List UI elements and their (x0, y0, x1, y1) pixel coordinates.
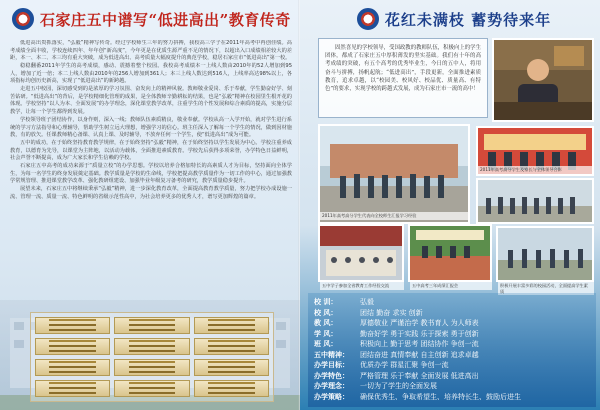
principal-portrait-photo (492, 38, 594, 122)
motto-value: 团结奋进 真情奉献 自主创新 追求卓越 (360, 350, 479, 359)
article-paragraph: 学校领导班子团结协作，以身作则，深入一线；教师队伍素质精良，敬业奉献。学校从高一入学开始，就对学生进行系统的学习方法指导和心理辅导，帮助学生树立远大理想，增强学习的信心。班主任深入了解每一个学生的情况，做到因材施教，有的放矢。任课教师精心备课、认真上课、及时辅导，不放弃任何一个学生，使“低进高出”成为可能。 (10, 116, 292, 139)
outdoor-event-photo (476, 178, 594, 224)
certificate-plaque (194, 380, 269, 397)
right-header (314, 6, 594, 32)
photo-caption: 五中高考三年成绩汇报会 (410, 282, 492, 290)
motto-key: 校 风： (314, 308, 338, 317)
motto-row (314, 371, 590, 382)
meeting-hall-photo (318, 224, 404, 282)
activity-photo-image (498, 228, 592, 280)
principal-quote: 固然喜见的学校领导，受国政教的教师队伍，积极向上的学生团体，都成了石家庄五中厚积薄发的坚实基础。我们有十年的高考成绩的突破，有五个高考的优秀毕业生，今日的五中人，将用奋斗与拼搏，扬帆起航；“低进高出”，手段更新，全面推进素质教育，追求卓越，以“校园美、校风好、校品优、质量高、有特色”的要求，实现学校的跨越式发展，成为石家庄市一流的高中！ (318, 38, 488, 118)
motto-row (314, 392, 590, 403)
motto-key: 五中精神： (314, 350, 349, 359)
school-motto-panel (308, 293, 596, 407)
honor-certificates-wall (30, 312, 274, 402)
motto-row (314, 329, 590, 340)
motto-row (314, 381, 590, 392)
school-emblem-icon (12, 8, 34, 30)
certificate-plaque (114, 380, 189, 397)
certificate-plaque (35, 317, 110, 334)
motto-key: 办学目标： (314, 361, 349, 369)
certificate-plaque (35, 380, 110, 397)
school-emblem-icon (357, 8, 379, 30)
certificate-plaque (114, 317, 189, 334)
campus-group-photo (318, 124, 470, 224)
motto-value: 积极向上 勤于思考 团结协作 争创一流 (360, 340, 479, 348)
motto-value: 厚德敬业 严谨治学 教书育人 为人师表 (360, 319, 479, 327)
certificate-plaque (194, 317, 269, 334)
outdoor-photo-image (478, 180, 592, 222)
certificate-plaque (194, 338, 269, 355)
article-paragraph: 低进高出贵抓落实，“弘毅”精神写传奇。经过学校师生三年的努力拼搏，我校高三学子在2011年高考中再创佳绩。高考成绩全面丰收，学校连续四年、年年创“新高度”，今年更是在优质生源严重不足的情况下，以超出入口成绩相差较大的差距，本一、本二、本三均有重大突破，成为低进高出、高考质量大幅度提升的典范学校，稳居石家庄市“低进高出”第一校。 (10, 40, 292, 62)
motto-row (314, 308, 590, 319)
left-page-title: 石家庄五中谱写“低进高出”教育传奇 (40, 10, 291, 29)
motto-key: 办学理念： (314, 382, 349, 390)
left-header (12, 6, 292, 32)
motto-value: 严格管理 乐于奉献 全面发展 低进高出 (360, 371, 479, 380)
certificate-plaque (35, 338, 110, 355)
photo-caption: 五中学子参加全省教育工作经验交流 (320, 282, 404, 290)
motto-row (314, 360, 590, 371)
photo-caption: 积极开展丰富多彩的校园活动，全面提高学生素质 (498, 282, 594, 295)
motto-key: 教 风： (314, 319, 338, 327)
photo-caption: 2011年高考高分学生及家长与全体领导合影 (478, 166, 592, 174)
motto-row (314, 318, 590, 329)
certificate-plaque (194, 359, 269, 376)
group-photo-image (320, 126, 468, 222)
motto-row (314, 350, 590, 361)
campus-activity-photo (496, 226, 594, 282)
article-paragraph: 石家庄五中高考的成功来源于“质量立校”的办学思想。学校以培养合格加特长的高素质人才为目标，坚持面向全体学生，为每一名学生的终身发展奠定基础。教学质量是学校的生命线，学校把提高教学质量作为一切工作的中心，通过加强教学常规管理、推进课堂教学改革、强化教研组建设、加强毕业年级复习备考的研究，教学质量稳步提升。 (10, 163, 292, 185)
motto-value: 一切为了学生的全面发展 (360, 382, 437, 390)
motto-value: 优质办学 群星汇聚 争创一流 (360, 361, 449, 369)
certificate-plaque (114, 338, 189, 355)
certificate-plaque (35, 359, 110, 376)
motto-key: 校 训： (314, 298, 338, 306)
photo-caption: 2011年高考高分学生代表向全校师生汇报学习经验 (320, 212, 468, 220)
stage-report-photo (408, 224, 492, 282)
article-paragraph: 走进五中校园，深切感受到的是浓厚的学习氛围、奋发向上的精神风貌。教师敬业爱岗、乐于奉献，学生勤奋好学、刻苦钻研。“低进高出”的背后，是学校精细化管理的成果，是全体教师辛勤耕耘的结果，也是“弘毅”精神在校园里生根开花的体现。学校坚持“以人为本、全面发展”的办学理念，深化课堂教学改革，注重学生的个性发展和综合素质的提高，实施分层教学，让每一个学生都得到发展。 (10, 86, 292, 115)
motto-key: 学 风： (314, 329, 338, 338)
motto-value: 团结 勤奋 求实 创新 (360, 308, 423, 317)
motto-row (314, 339, 590, 350)
motto-key: 班 风： (314, 340, 338, 348)
article-paragraph: 展望未来，石家庄五中将继续秉承“弘毅”精神，进一步深化教育改革，全面提高教育教学质量，努力把学校办成设施一流、管理一流、质量一流、特色鲜明的省级示范性高中，为社会培养更多的优秀人才，谱写更加辉煌的篇章。 (10, 186, 292, 200)
article-body (10, 40, 292, 310)
right-page-title: 花红未满枝 蓄势待来年 (384, 10, 552, 29)
article-paragraph: 五中的成功，在于始终坚持教育教学规律，在于始终坚持“弘毅”精神，在于始终坚持以学生发展为中心。学校注重养成教育，以德育为先导，以课堂为主阵地，以活动为载体，全面推进素质教育。学校先后获得多项荣誉，办学特色日益鲜明，社会声誉不断提高，成为广大家长和学生信赖的学校。 (10, 140, 292, 162)
motto-value: 确保优秀生、争取希望生、培养特长生、鼓励后进生 (360, 392, 521, 401)
motto-row (314, 297, 590, 308)
motto-value: 弘毅 (360, 298, 374, 306)
stage-photo-image (410, 226, 490, 280)
certificate-plaque (114, 359, 189, 376)
motto-key: 办学特色： (314, 371, 349, 380)
motto-value: 勤奋好学 勇于实践 乐于探索 勇于创新 (360, 329, 479, 338)
principal-photo-image (494, 40, 592, 120)
meeting-photo-image (320, 226, 402, 280)
motto-key: 办学策略： (314, 392, 349, 401)
article-paragraph: 稳稳翻番2011年学生的高考成绩，感动、震撼着整个校园。我校高考成绩本一上线人数由2010年的52人增加到95人，增加了近一倍；本二上线人数由2010年的256人增加到361人；本三上线人数达到516人，上线率高达98%以上，各项指标均创历史新高，实现了“低进高出”的新跨越。 (10, 63, 292, 85)
